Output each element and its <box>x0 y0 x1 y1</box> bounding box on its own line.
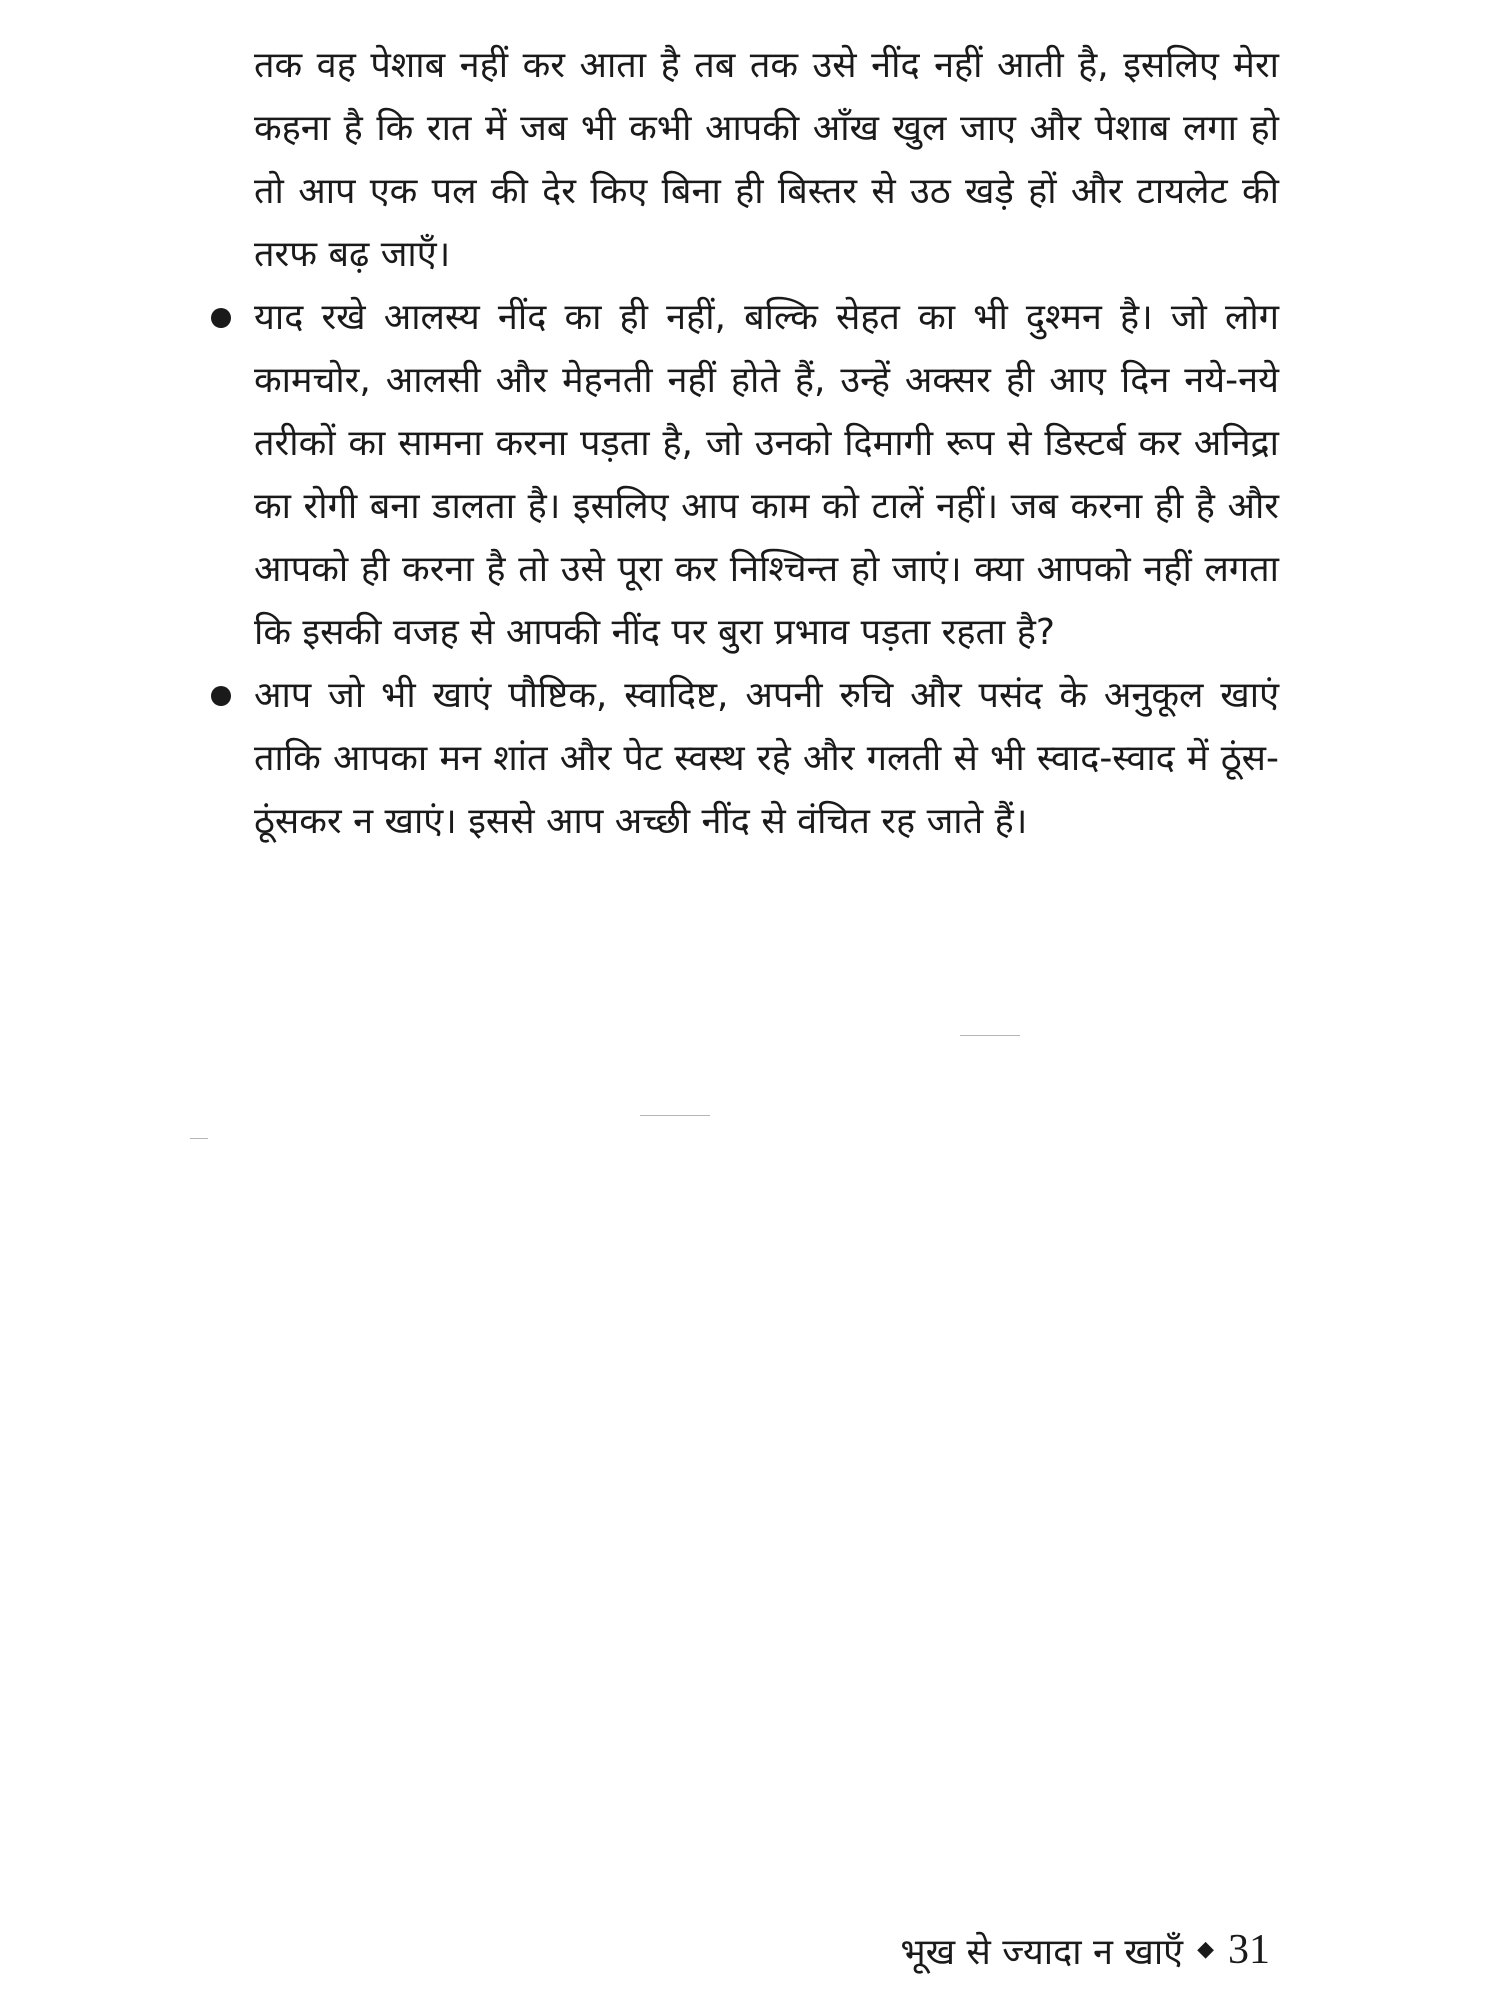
scan-speck <box>190 1138 208 1139</box>
scan-speck <box>960 1035 1020 1036</box>
intro-paragraph: तक वह पेशाब नहीं कर आता है तब तक उसे नींद नहीं आती है, इसलिए मेरा कहना है कि रात में जब भी कभी आपकी आँख खुल जाए और पेशाब लगा हो तो आप एक पल की देर किए बिना ही बिस्तर से उठ खड़े हों और टायलेट की तरफ बढ़ जाएँ। <box>254 45 1279 275</box>
scan-speck <box>640 1115 710 1116</box>
bullet-text: आप जो भी खाएं पौष्टिक, स्वादिष्ट, अपनी रुचि और पसंद के अनुकूल खाएं ताकि आपका मन शांत और पेट स्वस्थ रहे और गलती से भी स्वाद-स्वाद में ठूंस-ठूंसकर न खाएं। इससे आप अच्छी नींद से वंचित रह जाते हैं। <box>254 675 1279 842</box>
running-title: भूख से ज्यादा न खाएँ <box>900 1931 1184 1973</box>
page-number: 31 <box>1228 1927 1270 1973</box>
bullet-item-laziness <box>254 286 1279 664</box>
diamond-icon: ◆ <box>1197 1937 1214 1962</box>
bullet-dot-icon <box>211 308 231 328</box>
bullet-text: याद रखे आलस्य नींद का ही नहीं, बल्कि सेहत का भी दुश्मन है। जो लोग कामचोर, आलसी और मेहनती नहीं होते हैं, उन्हें अक्सर ही आए दिन नये-नये तरीकों का सामना करना पड़ता है, जो उनको दिमागी रूप से डिस्टर्ब कर अनिद्रा का रोगी बना डालता है। इसलिए आप काम को टालें नहीं। जब करना ही है और आपको ही करना है तो उसे पूरा कर निश्चिन्त हो जाएं। क्या आपको नहीं लगता कि इसकी वजह से आपकी नींद पर बुरा प्रभाव पड़ता रहता है? <box>254 297 1279 653</box>
bullet-dot-icon <box>211 686 231 706</box>
bullet-item-eating <box>254 664 1279 853</box>
body-text <box>254 34 1279 853</box>
page-footer <box>900 1922 1270 1978</box>
